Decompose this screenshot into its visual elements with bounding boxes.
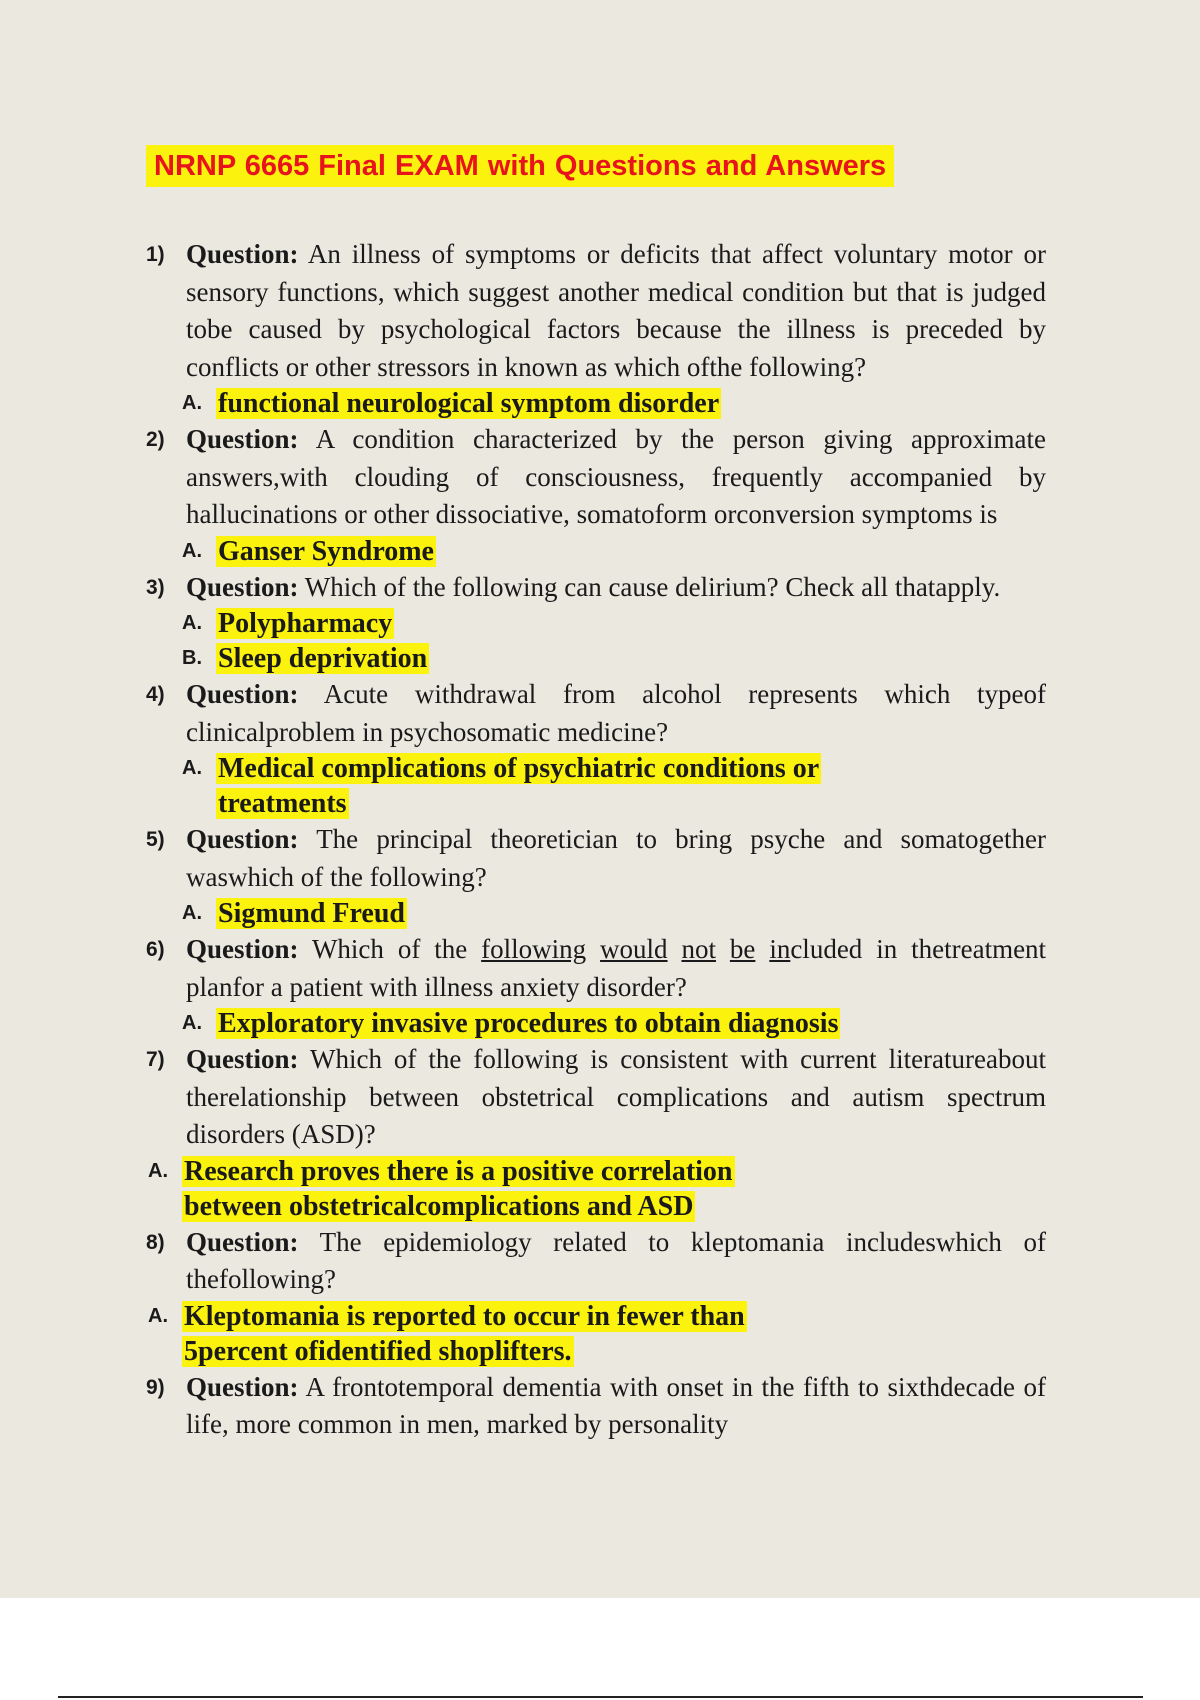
answer-2a	[146, 534, 1046, 569]
answer-text: Kleptomania is reported to occur in fewer than 5percent ofidentified shoplifters.	[184, 1300, 745, 1367]
answer-letter: A.	[182, 757, 202, 779]
question-list	[146, 236, 1046, 1444]
answer-text: Research proves there is a positive correlation between obstetricalcomplications and ASD	[184, 1155, 733, 1222]
question-7	[146, 1041, 1046, 1154]
question-number: 3)	[146, 575, 165, 599]
question-number: 2)	[146, 428, 165, 451]
question-5	[146, 821, 1046, 896]
question-text-start: Which of the	[311, 934, 468, 964]
question-label: Question:	[186, 239, 299, 269]
question-number: 1)	[146, 243, 165, 266]
underlined-word: would	[600, 934, 668, 964]
answer-letter: A.	[148, 1304, 168, 1327]
question-label: Question:	[186, 934, 299, 964]
answer-1a	[146, 386, 1046, 421]
question-label: Question:	[186, 679, 299, 709]
question-label: Question:	[186, 1044, 299, 1074]
question-number: 5)	[146, 828, 165, 851]
answer-3a	[146, 606, 1046, 641]
answer-3b	[146, 641, 1046, 676]
footer-rule	[58, 1696, 1143, 1698]
underlined-word: be	[729, 934, 756, 964]
answer-7a	[146, 1154, 812, 1224]
question-text: A frontotemporal dementia with onset in the fifth to sixthdecade of life, more common in men, marked by personality	[186, 1371, 1046, 1439]
answer-text: Exploratory invasive procedures to obtain diagnosis	[218, 1008, 839, 1039]
answer-letter: B.	[182, 647, 202, 669]
question-text: Which of the following can cause delirium? Check all thatapply.	[304, 571, 1001, 602]
document-title: NRNP 6665 Final EXAM with Questions and Answers	[146, 145, 894, 187]
question-1	[146, 236, 1046, 386]
question-label: Question:	[186, 571, 299, 602]
question-text: An illness of symptoms or deficits that affect voluntary motor or sensory functions, which suggest another medical condition but that is judged tobe caused by psychological factors because the illness is preceded by conflicts or other stressors in known as which ofthe following?	[186, 239, 1046, 382]
underlined-word: following	[481, 934, 587, 964]
question-label: Question:	[186, 424, 299, 454]
question-label: Question:	[186, 1371, 299, 1402]
answer-8a	[146, 1299, 812, 1369]
question-number: 9)	[146, 1375, 165, 1399]
question-6	[146, 931, 1046, 1006]
underlined-word: not	[681, 934, 716, 964]
question-text: Which of the following is consistent with current literatureabout therelationship between obstetrical complications and autism spectrum disorders (ASD)?	[186, 1044, 1046, 1149]
answer-letter: A.	[182, 902, 202, 924]
answer-6a	[146, 1006, 1046, 1041]
answer-text: Sleep deprivation	[218, 643, 428, 674]
answer-letter: A.	[182, 612, 202, 634]
answer-text: Polypharmacy	[218, 608, 393, 639]
question-text: Acute withdrawal from alcohol represents which typeof clinicalproblem in psychosomatic medicine?	[186, 679, 1047, 747]
question-number: 8)	[146, 1230, 165, 1254]
answer-letter: A.	[182, 539, 202, 562]
question-4	[146, 676, 1046, 751]
answer-text: functional neurological symptom disorder	[218, 388, 720, 419]
answer-letter: A.	[182, 392, 202, 414]
question-2	[146, 421, 1046, 534]
question-text: A condition characterized by the person giving approximate answers,with clouding of consciousness, frequently accompanied by hallucinations or other dissociative, somatoform orconversion symptoms is	[186, 424, 1047, 529]
question-number: 4)	[146, 683, 165, 706]
question-number: 7)	[146, 1048, 165, 1071]
question-3	[146, 569, 1046, 607]
question-text: The epidemiology related to kleptomania includeswhich of thefollowing?	[186, 1226, 1046, 1294]
answer-text: Ganser Syndrome	[218, 535, 434, 567]
question-text: The principal theoretician to bring psyche and somatogether waswhich of the following?	[186, 824, 1047, 892]
answer-text: Sigmund Freud	[218, 898, 405, 929]
question-8	[146, 1224, 1046, 1299]
question-number: 6)	[146, 938, 165, 961]
answer-letter: A.	[182, 1012, 202, 1034]
question-label: Question:	[186, 824, 299, 854]
answer-letter: A.	[148, 1159, 168, 1182]
answer-text: Medical complications of psychiatric conditions or treatments	[218, 753, 820, 819]
underlined-word: in	[769, 934, 791, 964]
question-label: Question:	[186, 1226, 299, 1257]
question-9	[146, 1369, 1046, 1444]
answer-4a	[146, 751, 876, 821]
question-text-end: cluded in thetreatment planfor a patient with illness anxiety disorder?	[186, 934, 1047, 1002]
answer-5a	[146, 896, 1046, 931]
